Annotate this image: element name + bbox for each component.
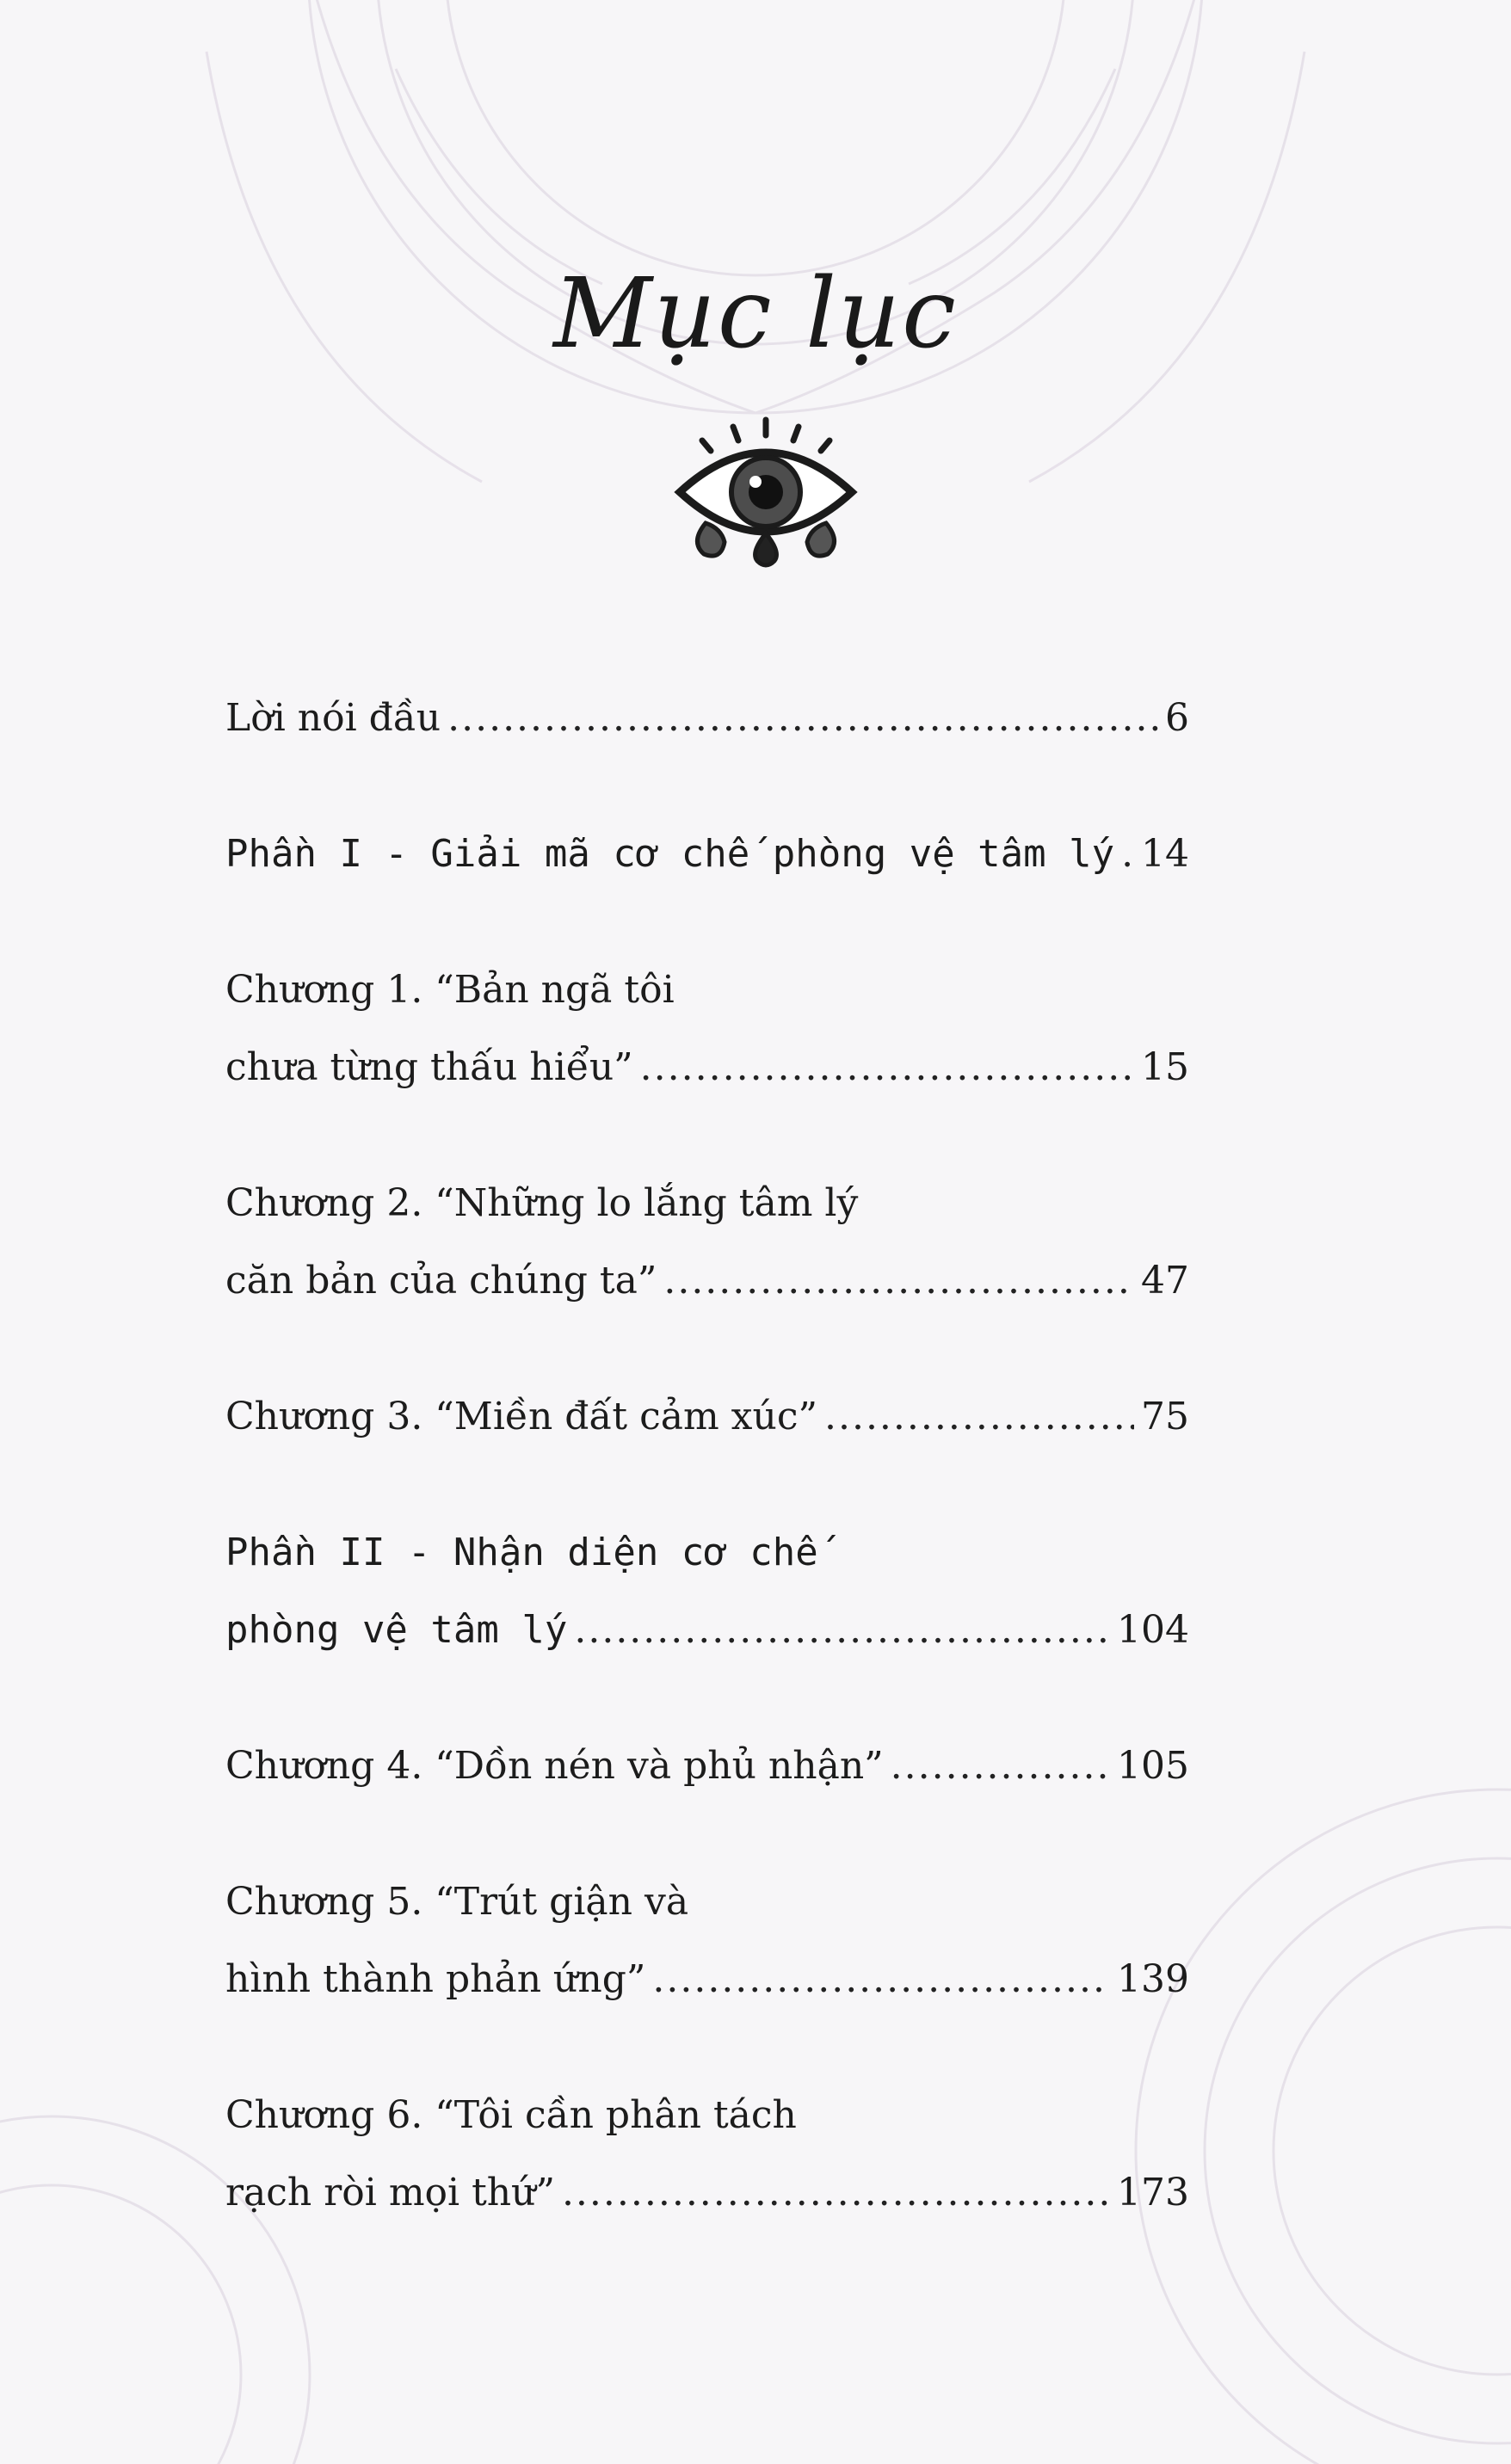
toc-entry-title: Chương 5. “Trút giận và <box>225 1880 689 1924</box>
dot-leader <box>652 1941 1110 2018</box>
dot-leader <box>891 1728 1110 1805</box>
toc-entry-chapter-5[interactable] <box>225 1863 1189 2018</box>
toc-entry-chapter-3[interactable] <box>225 1378 1189 1456</box>
toc-page-number: 6 <box>1165 696 1189 740</box>
toc-entry-title-continued: chưa từng thấu hiểu” <box>225 1045 633 1089</box>
toc-entry-title-continued: hình thành phản ứng” <box>225 1957 646 2001</box>
toc-page-number: 47 <box>1141 1259 1189 1303</box>
dot-leader <box>574 1592 1110 1669</box>
dot-leader <box>824 1378 1134 1456</box>
toc-page-number: 104 <box>1117 1608 1189 1652</box>
dot-leader <box>447 680 1158 757</box>
toc-entry-title: Phần I - Giải mã cơ chế phòng vệ tâm lý <box>225 832 1115 876</box>
toc-entry-title: Chương 4. “Dồn nén và phủ nhận” <box>225 1744 884 1788</box>
dot-leader <box>1121 816 1134 893</box>
toc-page-number: 139 <box>1117 1957 1189 2001</box>
toc-entry-title: Lời nói đầu <box>225 696 441 740</box>
toc-page-number: 173 <box>1117 2171 1189 2215</box>
dot-leader <box>562 2154 1110 2232</box>
toc-entry-part-1[interactable] <box>225 816 1189 893</box>
toc-entry-title: Chương 2. “Những lo lắng tâm lý <box>225 1181 859 1225</box>
toc-entry-title-continued: rạch ròi mọi thứ” <box>225 2171 555 2215</box>
toc-entry-title: Phần II - Nhận diện cơ chế <box>225 1531 818 1574</box>
toc-entry-chapter-6[interactable] <box>225 2077 1189 2232</box>
toc-page-number: 15 <box>1141 1045 1189 1089</box>
toc-entry-chapter-2[interactable] <box>225 1165 1189 1320</box>
toc-entry-chapter-1[interactable] <box>225 952 1189 1106</box>
dot-leader <box>640 1029 1134 1106</box>
table-of-contents <box>225 680 1189 2290</box>
page-title: Mục lục <box>553 258 958 370</box>
dot-leader <box>663 1242 1134 1320</box>
toc-page-number: 14 <box>1141 832 1189 876</box>
crying-eye-icon <box>671 413 860 568</box>
toc-page-number: 75 <box>1141 1395 1189 1438</box>
toc-entry-part-2[interactable] <box>225 1514 1189 1669</box>
toc-page-number: 105 <box>1117 1744 1189 1788</box>
toc-entry-title-continued: căn bản của chúng ta” <box>225 1259 657 1303</box>
toc-entry-preface[interactable] <box>225 680 1189 757</box>
toc-entry-title-continued: phòng vệ tâm lý <box>225 1608 568 1652</box>
toc-entry-chapter-4[interactable] <box>225 1728 1189 1805</box>
toc-entry-title: Chương 3. “Miền đất cảm xúc” <box>225 1395 817 1438</box>
toc-entry-title: Chương 1. “Bản ngã tôi <box>225 968 675 1012</box>
toc-entry-title: Chương 6. “Tôi cần phân tách <box>225 2093 797 2137</box>
